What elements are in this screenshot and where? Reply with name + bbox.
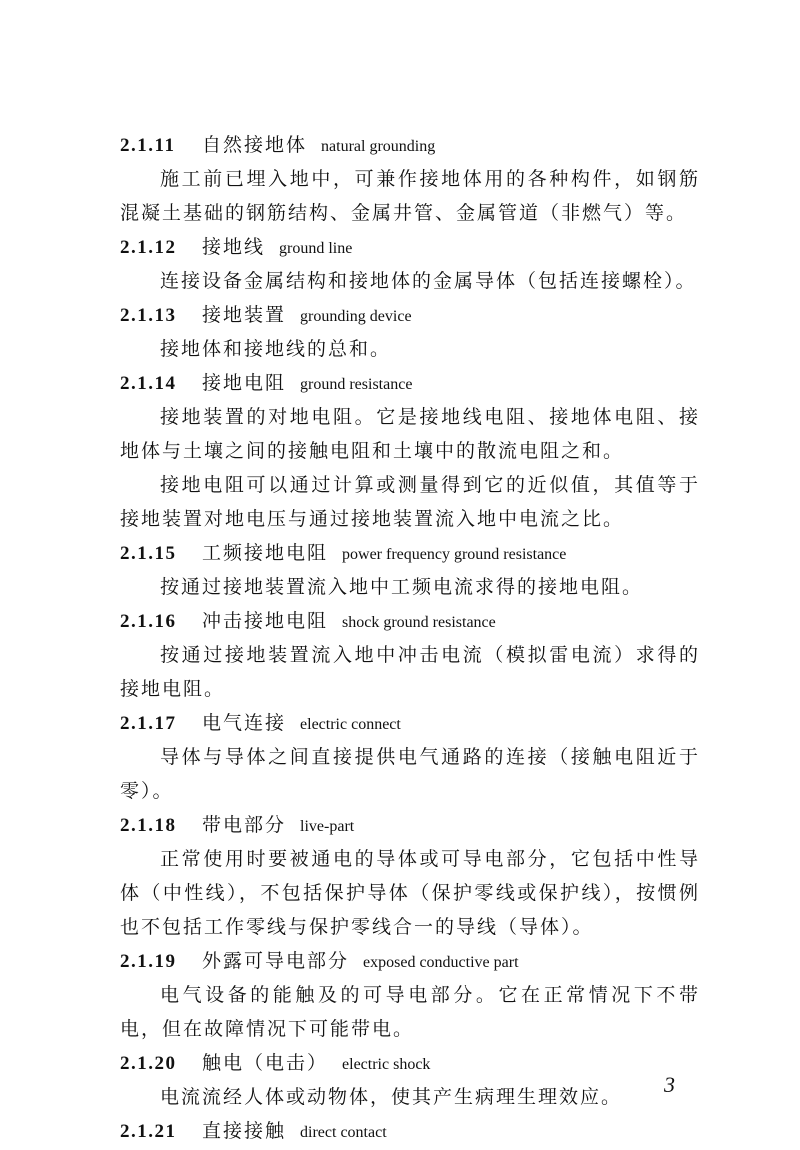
term-number: 2.1.14 (120, 373, 177, 394)
term-heading (120, 1114, 700, 1148)
term-english: live-part (300, 818, 355, 835)
term-definition: 电气设备的能触及的可导电部分。它在正常情况下不带电，但在故障情况下可能带电。 (120, 984, 700, 1040)
term-english: electric connect (300, 716, 401, 733)
term-definition: 接地电阻可以通过计算或测量得到它的近似值，其值等于接地装置对地电压与通过接地装置流入地中电流之比。 (120, 474, 700, 530)
term-number: 2.1.18 (120, 815, 177, 836)
term-chinese: 接地线 (202, 236, 266, 258)
term-definition: 连接设备金属结构和接地体的金属导体（包括连接螺栓）。 (160, 270, 697, 292)
term-heading (120, 944, 700, 978)
term-heading (120, 298, 700, 332)
term-heading (120, 706, 700, 740)
term-definition: 按通过接地装置流入地中工频电流求得的接地电阻。 (160, 576, 644, 598)
term-entry (120, 1046, 700, 1114)
term-number: 2.1.12 (120, 237, 177, 258)
term-chinese: 接地装置 (202, 304, 287, 326)
term-heading (120, 808, 700, 842)
term-heading (120, 128, 700, 162)
glossary-content (120, 128, 700, 1148)
term-english: direct contact (300, 1124, 387, 1141)
term-chinese: 带电部分 (202, 814, 287, 836)
term-chinese: 直接接触 (202, 1120, 287, 1142)
term-number: 2.1.13 (120, 305, 177, 326)
term-number: 2.1.17 (120, 713, 177, 734)
term-number: 2.1.16 (120, 611, 177, 632)
term-heading (120, 230, 700, 264)
term-entry (120, 366, 700, 536)
term-chinese: 电气连接 (202, 712, 287, 734)
term-english: natural grounding (321, 138, 436, 155)
term-chinese: 冲击接地电阻 (202, 610, 329, 632)
term-chinese: 外露可导电部分 (202, 950, 350, 972)
term-definition: 施工前已埋入地中，可兼作接地体用的各种构件，如钢筋混凝土基础的钢筋结构、金属井管、金属管道（非燃气）等。 (120, 168, 700, 224)
term-number: 2.1.19 (120, 951, 177, 972)
term-chinese: 工频接地电阻 (202, 542, 329, 564)
term-chinese: 触电（电击） (202, 1052, 329, 1074)
term-entry (120, 298, 700, 366)
term-english: ground resistance (300, 376, 413, 393)
term-entry (120, 808, 700, 944)
term-number: 2.1.11 (120, 135, 176, 156)
term-chinese: 接地电阻 (202, 372, 287, 394)
term-heading (120, 1046, 700, 1080)
term-chinese: 自然接地体 (202, 134, 308, 156)
term-definition: 电流流经人体或动物体，使其产生病理生理效应。 (160, 1086, 623, 1108)
page-number: 3 (664, 1072, 675, 1097)
term-definition: 正常使用时要被通电的导体或可导电部分，它包括中性导体（中性线），不包括保护导体（保护零线或保护线），按惯例也不包括工作零线与保护零线合一的导线（导体）。 (120, 848, 700, 938)
term-number: 2.1.20 (120, 1053, 177, 1074)
term-heading (120, 536, 700, 570)
term-english: ground line (279, 240, 353, 257)
term-heading (120, 604, 700, 638)
term-english: power frequency ground resistance (342, 546, 567, 563)
term-entry (120, 944, 700, 1046)
term-entry (120, 706, 700, 808)
term-english: grounding device (300, 308, 412, 325)
term-definition: 接地体和接地线的总和。 (160, 338, 392, 360)
term-definition: 按通过接地装置流入地中冲击电流（模拟雷电流）求得的接地电阻。 (120, 644, 700, 700)
term-heading (120, 366, 700, 400)
term-entry (120, 230, 700, 298)
term-definition: 接地装置的对地电阻。它是接地线电阻、接地体电阻、接地体与土壤之间的接触电阻和土壤中的散流电阻之和。 (120, 406, 700, 462)
term-entry (120, 1114, 700, 1148)
term-english: exposed conductive part (363, 954, 519, 971)
term-english: shock ground resistance (342, 614, 496, 631)
term-entry (120, 604, 700, 706)
term-definition: 导体与导体之间直接提供电气通路的连接（接触电阻近于零）。 (120, 746, 700, 802)
term-number: 2.1.21 (120, 1121, 177, 1142)
term-number: 2.1.15 (120, 543, 177, 564)
term-entry (120, 128, 700, 230)
term-english: electric shock (342, 1056, 431, 1073)
term-entry (120, 536, 700, 604)
